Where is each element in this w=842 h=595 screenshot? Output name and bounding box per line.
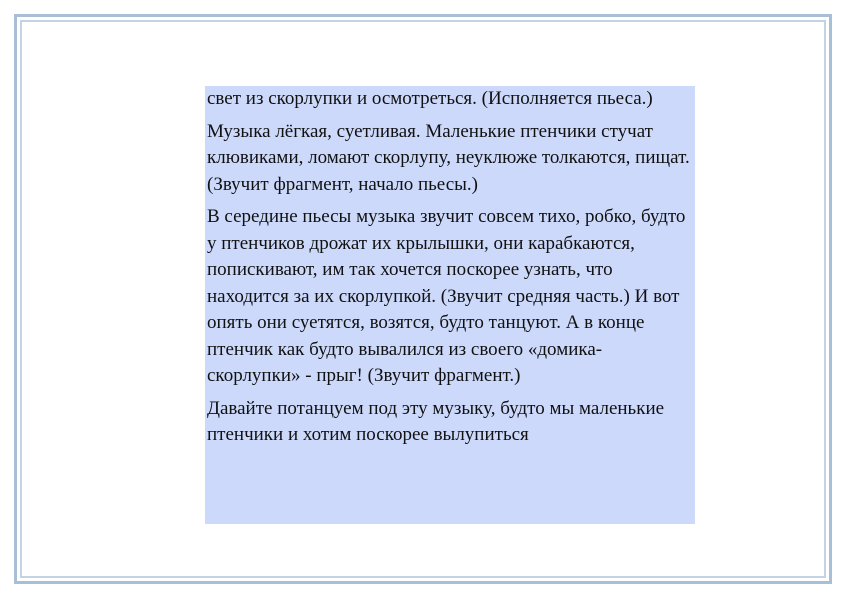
- paragraph-2: Музыка лёгкая, суетливая. Маленькие птенчики стучат клювиками, ломают скорлупу, неуклюже толкаются, пищат. (Звучит фрагмент, начало пьесы.): [207, 120, 690, 195]
- paragraph-1: свет из скорлупки и осмотреться. (Исполняется пьеса.): [207, 88, 653, 109]
- text-box: [205, 86, 695, 524]
- paragraph-3: В середине пьесы музыка звучит совсем тихо, робко, будто у птенчиков дрожат их крылышки, они карабкаются, попискивают, им так хочется поскорее узнать, что находится за их скорлупкой. (Звучит средняя часть.) И вот опять они суетятся, возятся, будто танцуют. А в конце птенчик как будто вывалился из своего «домика-скорлупки» - прыг! (Звучит фрагмент.): [207, 206, 686, 386]
- paragraph-4: Давайте потанцуем под эту музыку, будто мы маленькие птенчики и хотим поскорее вылупиться: [207, 397, 665, 445]
